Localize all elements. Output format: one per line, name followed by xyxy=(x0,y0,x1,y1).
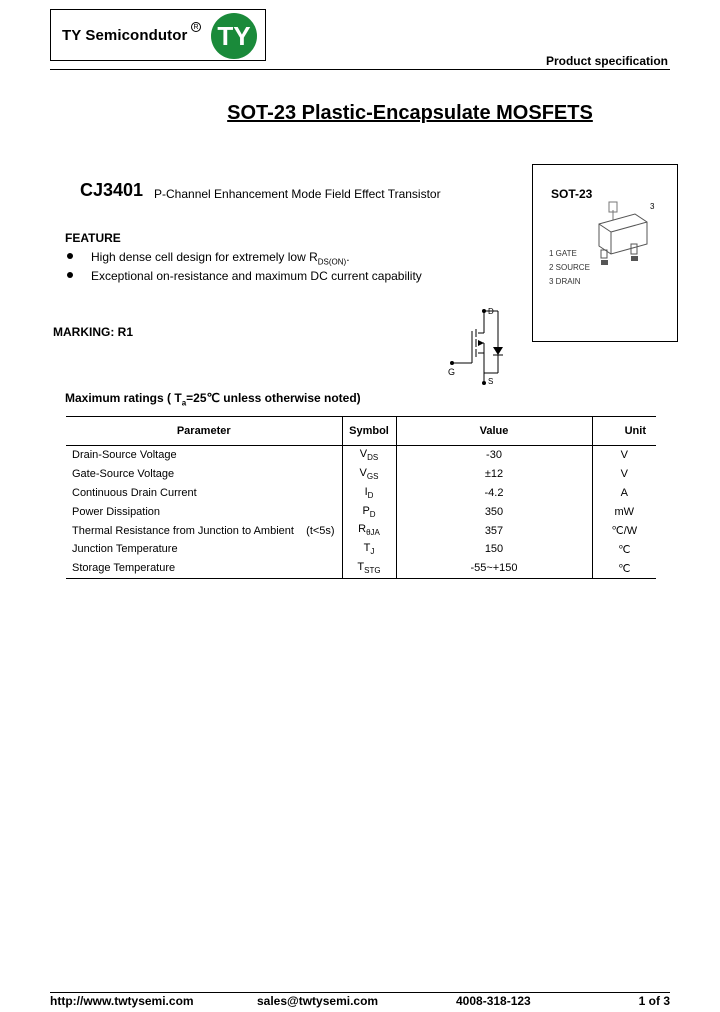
table-row: Thermal Resistance from Junction to Ambient (t<5s) $R_{\theta JA}$ 357 ℃/W xyxy=(66,521,656,540)
table-row: Drain-Source Voltage $V_{DS}$ -30 V xyxy=(66,446,656,465)
part-description: P-Channel Enhancement Mode Field Effect Transistor xyxy=(154,187,441,201)
table-row: Storage Temperature $T_{STG}$ -55~+150 ℃ xyxy=(66,559,656,578)
company-name: TY Semicondutor xyxy=(62,27,188,44)
footer-website-link[interactable]: http://www.twtysemi.com xyxy=(50,994,194,1008)
table-row: Junction Temperature $T_J$ 150 ℃ xyxy=(66,540,656,559)
drain-label: D xyxy=(488,307,494,316)
max-ratings-title: Maximum ratings ( $T_a=25℃$ unless otherwise noted) xyxy=(65,391,361,408)
source-label: S xyxy=(488,377,494,386)
footer-phone: 4008-318-123 xyxy=(456,994,531,1008)
pin-3-callout: 3 xyxy=(650,202,655,211)
feature-item: High dense cell design for extremely low $R_{DS(ON)}$. xyxy=(67,250,350,266)
pin-2-label: 2 SOURCE xyxy=(549,263,590,272)
max-ratings-table xyxy=(66,416,656,579)
marking-code: MARKING: R1 xyxy=(53,325,133,339)
table-row: Continuous Drain Current $I_D$ -4.2 A xyxy=(66,484,656,503)
bullet-icon xyxy=(67,272,73,278)
feature-heading: FEATURE xyxy=(65,231,121,245)
header-symbol: Symbol xyxy=(342,417,396,446)
bullet-icon xyxy=(67,253,73,259)
sot23-package-drawing xyxy=(595,200,655,275)
package-title: SOT-23 xyxy=(551,187,593,201)
header-divider xyxy=(50,69,670,70)
footer-email-link[interactable]: sales@twtysemi.com xyxy=(257,994,379,1008)
pin-3-label: 3 DRAIN xyxy=(549,277,581,286)
table-row: Gate-Source Voltage $V_{GS}$ ±12 V xyxy=(66,465,656,484)
registered-mark: R xyxy=(191,22,201,32)
table-header-row xyxy=(66,417,656,446)
gate-label: G xyxy=(448,367,456,377)
product-specification-label: Product specification xyxy=(545,54,668,68)
feature-item: Exceptional on-resistance and maximum DC current capability xyxy=(67,269,422,283)
pin-1-label: 1 GATE xyxy=(549,249,577,258)
table-row: Power Dissipation $P_D$ 350 mW xyxy=(66,502,656,521)
header-unit: Unit xyxy=(592,417,656,446)
header-value: Value xyxy=(396,417,592,446)
header-parameter: Parameter xyxy=(66,417,342,446)
page-number: 1 of 3 xyxy=(638,994,670,1008)
part-number: CJ3401 xyxy=(80,180,144,200)
ty-logo: TY xyxy=(211,13,257,59)
footer-divider xyxy=(50,992,670,993)
document-title: SOT-23 Plastic-Encapsulate MOSFETS xyxy=(227,102,593,124)
